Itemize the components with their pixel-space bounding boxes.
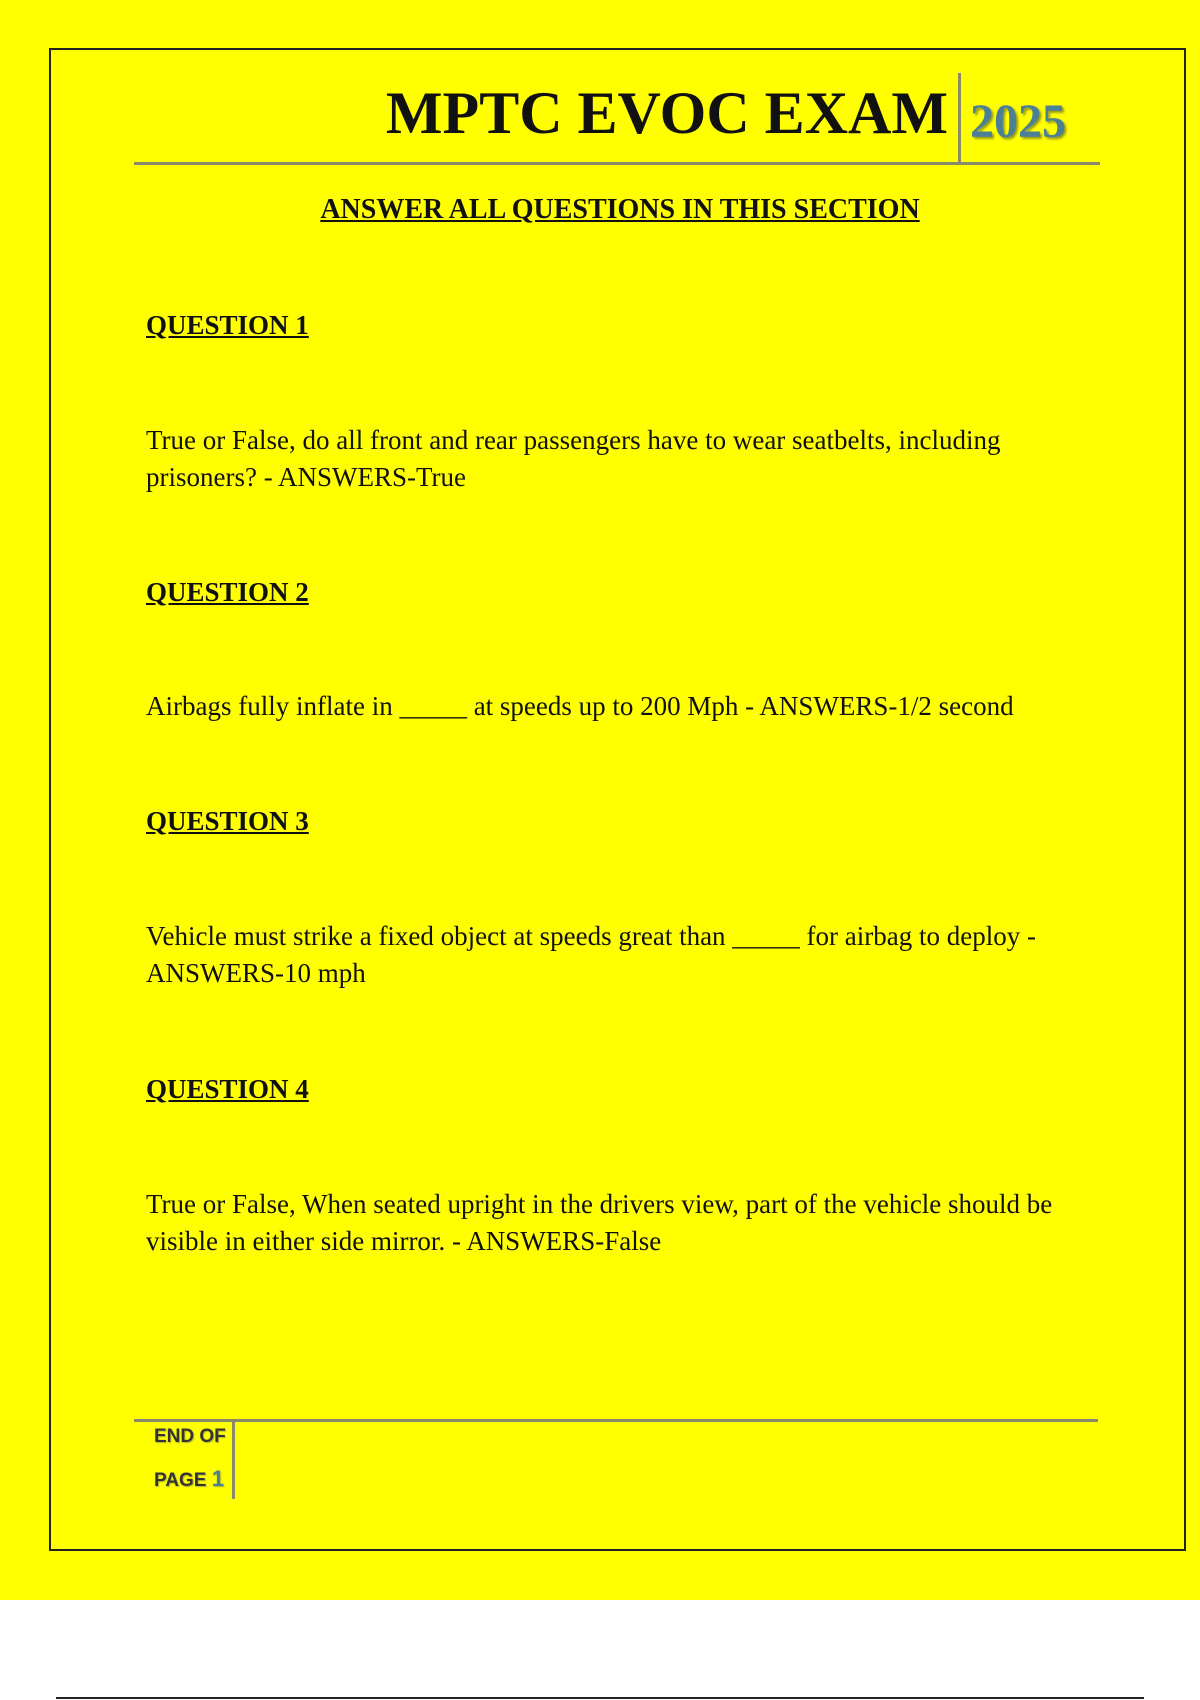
question-1-label: QUESTION 1 xyxy=(146,310,309,340)
question-3-text: Vehicle must strike a fixed object at speeds great than _____ for airbag to deploy - ANSWERS-10 mph xyxy=(146,921,1036,988)
question-4-label: QUESTION 4 xyxy=(146,1074,309,1104)
question-1-text: True or False, do all front and rear passengers have to wear seatbelts, including prisoners? - ANSWERS-True xyxy=(146,425,1001,492)
header-divider xyxy=(958,73,961,163)
header-rule xyxy=(134,162,1100,165)
footer-page-indicator xyxy=(154,1466,224,1494)
page-border xyxy=(49,48,1186,1551)
exam-title: MPTC EVOC EXAM xyxy=(385,80,948,146)
question-2-text: Airbags fully inflate in _____ at speeds up to 200 Mph - ANSWERS-1/2 second xyxy=(146,691,1014,721)
question-4-text: True or False, When seated upright in the drivers view, part of the vehicle should be visible in either side mirror. - ANSWERS-False xyxy=(146,1189,1053,1256)
question-3-label: QUESTION 3 xyxy=(146,806,309,836)
footer-page-number: 1 xyxy=(211,1466,224,1491)
footer-divider xyxy=(232,1421,235,1499)
section-heading: ANSWER ALL QUESTIONS IN THIS SECTION xyxy=(320,194,920,225)
exam-year: 2025 xyxy=(970,95,1066,148)
footer-end-of: END OF xyxy=(154,1426,226,1447)
question-2-label: QUESTION 2 xyxy=(146,577,309,607)
bottom-rule xyxy=(56,1697,1144,1699)
footer-rule xyxy=(134,1419,1098,1422)
footer-page-label: PAGE xyxy=(154,1470,207,1491)
